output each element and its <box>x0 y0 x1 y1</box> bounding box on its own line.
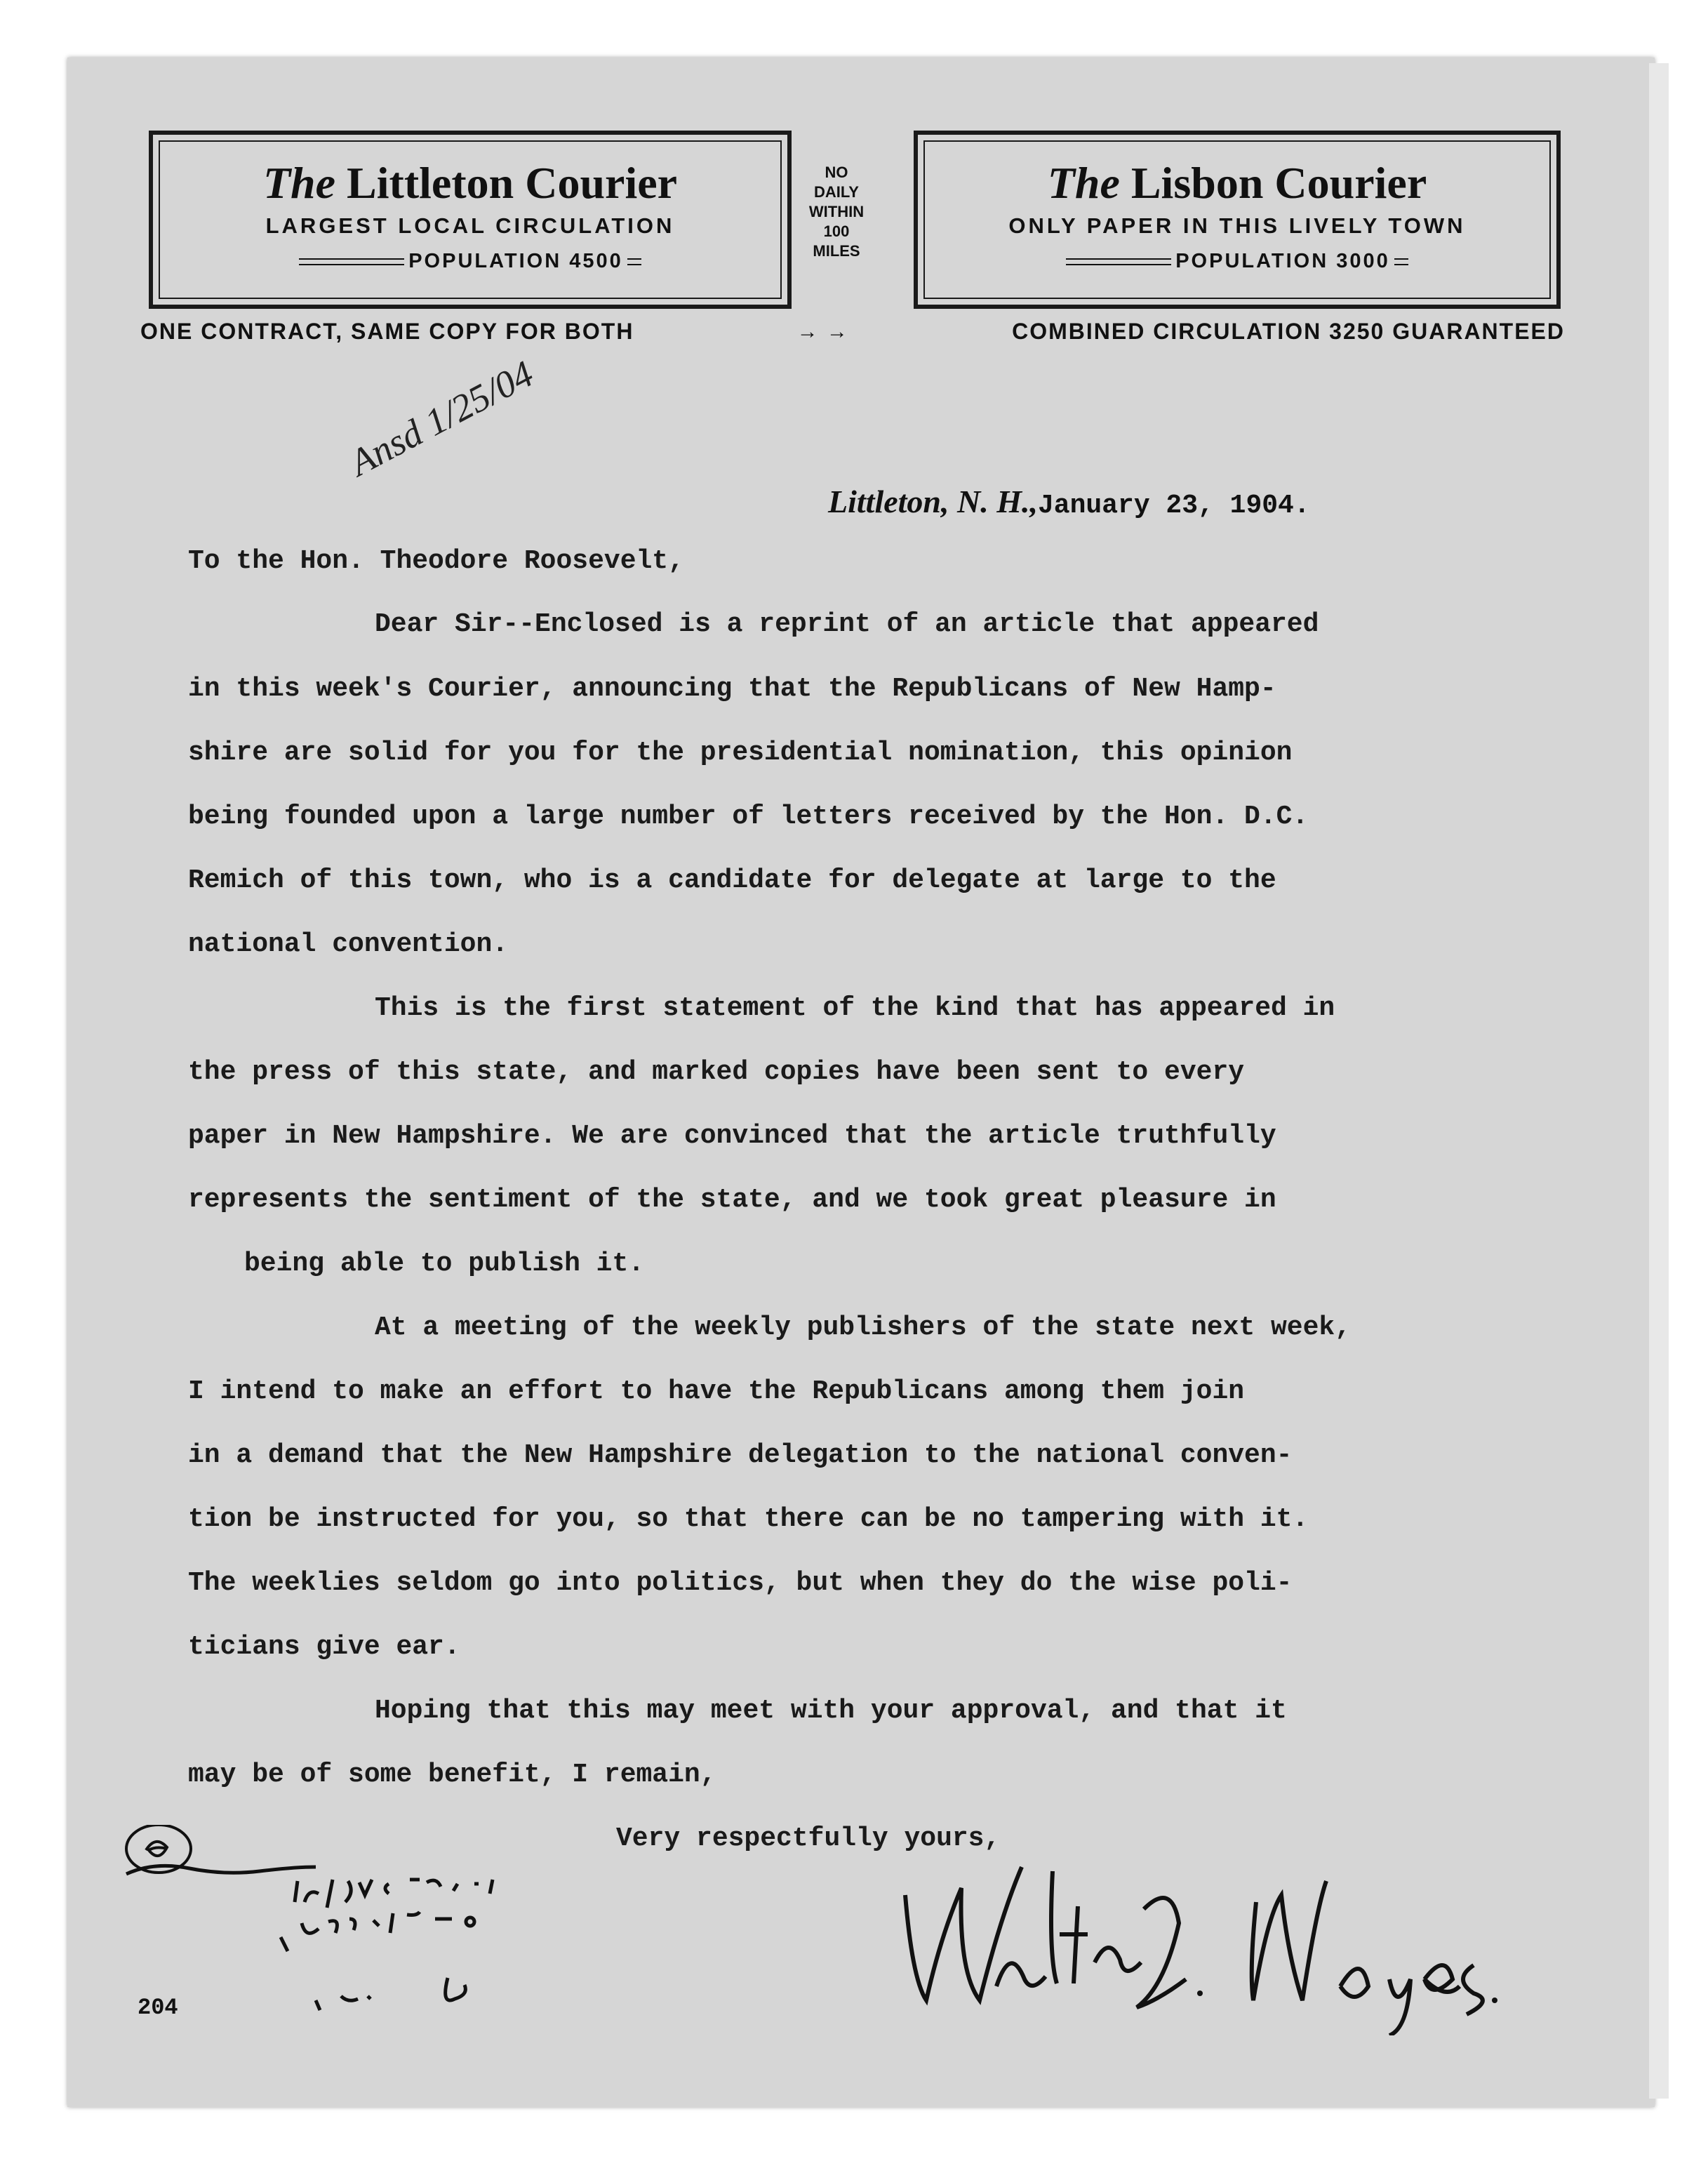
contract-marks: → → <box>796 319 849 343</box>
letter-line: tion be instructed for you, so that there can be no tampering with it. <box>188 1504 1309 1534</box>
masthead-left-population-row <box>153 250 787 273</box>
masthead-right-population-row <box>918 250 1556 273</box>
dateline-place: Littleton, N. H., <box>828 484 1038 519</box>
dateline-date: January 23, 1904. <box>1038 491 1310 521</box>
shorthand-annotation <box>105 1825 807 2056</box>
closing: Very respectfully yours, <box>616 1823 1001 1854</box>
masthead-left-population: POPULATION 4500 <box>408 250 623 272</box>
letter-line: At a meeting of the weekly publishers of the state next week, <box>375 1312 1352 1343</box>
letter-line: national convention. <box>188 929 509 959</box>
letter-line: in a demand that the New Hampshire delegation to the national conven- <box>188 1440 1293 1470</box>
letter-line: represents the sentiment of the state, and we took great pleasure in <box>188 1185 1276 1215</box>
letter-line: Dear Sir--Enclosed is a reprint of an article that appeared <box>375 609 1319 639</box>
letter-line: The weeklies seldom go into politics, but when they do the wise poli- <box>188 1568 1293 1598</box>
handwritten-answered-note: Ansd 1/25/04 <box>342 352 540 484</box>
sheet-edge <box>1649 63 1669 2099</box>
letter-line: I intend to make an effort to have the Republicans among them join <box>188 1376 1245 1407</box>
page-number: 204 <box>138 1995 178 2021</box>
masthead-left <box>149 131 792 309</box>
letter-line: may be of some benefit, I remain, <box>188 1760 716 1790</box>
signature <box>891 1853 1509 2035</box>
salutation: To the Hon. Theodore Roosevelt, <box>188 546 684 576</box>
contract-left: ONE CONTRACT, SAME COPY FOR BOTH <box>140 319 634 344</box>
masthead-right-population: POPULATION 3000 <box>1175 250 1390 272</box>
letter-line: paper in New Hampshire. We are convinced that the article truthfully <box>188 1121 1276 1151</box>
masthead-right-tagline: ONLY PAPER IN THIS LIVELY TOWN <box>1008 213 1466 238</box>
masthead-right-title: The Lisbon Courier <box>1047 158 1427 208</box>
contract-right: COMBINED CIRCULATION 3250 GUARANTEED <box>1012 319 1565 344</box>
masthead-center-note: NO DAILY WITHIN 100 MILES <box>808 164 865 260</box>
letter-line: the press of this state, and marked copies have been sent to every <box>188 1057 1245 1087</box>
letter-line: shire are solid for you for the presidential nomination, this opinion <box>188 738 1293 768</box>
dateline <box>828 483 1310 521</box>
letter-line: being able to publish it. <box>244 1249 645 1279</box>
masthead-left-tagline: LARGEST LOCAL CIRCULATION <box>265 213 675 238</box>
contract-line <box>140 319 1565 345</box>
letter-line: Hoping that this may meet with your approval, and that it <box>375 1696 1287 1726</box>
masthead-right <box>914 131 1561 309</box>
letter-line: in this week's Courier, announcing that the Republicans of New Hamp- <box>188 674 1276 704</box>
letter-line: ticians give ear. <box>188 1632 460 1662</box>
masthead-left-title: The Littleton Courier <box>262 158 678 208</box>
letter-line: This is the first statement of the kind that has appeared in <box>375 993 1335 1023</box>
letter-line: Remich of this town, who is a candidate for delegate at large to the <box>188 865 1276 896</box>
letter-line: being founded upon a large number of letters received by the Hon. D.C. <box>188 802 1309 832</box>
